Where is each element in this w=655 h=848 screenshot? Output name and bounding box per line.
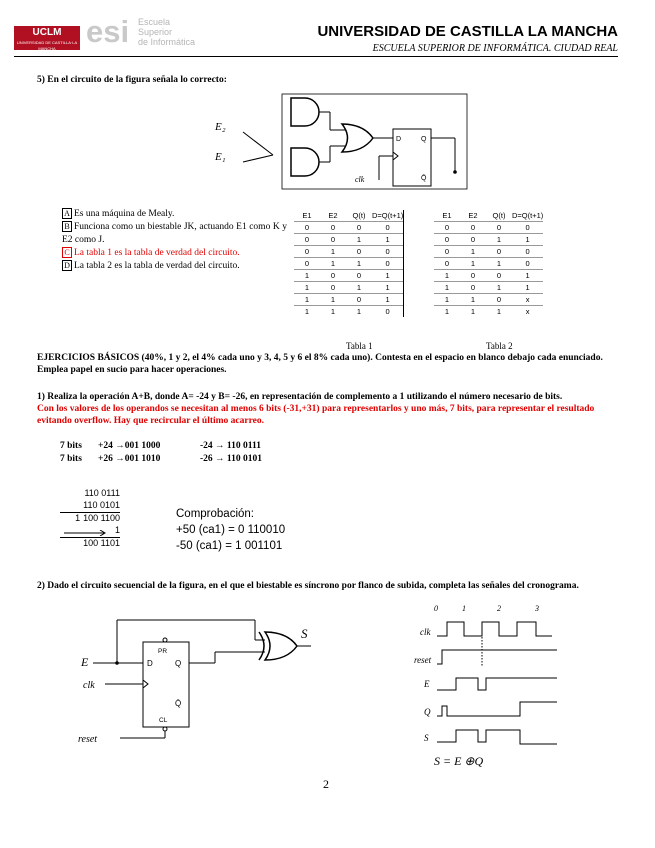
verification: Comprobación: +50 (ca1) = 0 110010 -50 (ca1) = 1 001101 [176, 508, 286, 552]
q5-label-e2: E₂ [215, 121, 226, 133]
q2-label-clk: clk [83, 680, 95, 691]
q2-ff-pr: PR [158, 648, 168, 655]
option-d[interactable]: D La tabla 2 es la tabla de verdad del circuito. [62, 260, 287, 273]
q5-options [62, 208, 287, 273]
time-label-0: 0 [434, 604, 438, 613]
q5-label-e1: E₁ [215, 151, 226, 163]
sig-s-label: S [424, 733, 429, 743]
q2-ff-q: Q [175, 659, 182, 668]
q5-ff-qbar: Q̄ [421, 175, 427, 182]
time-label-3: 3 [535, 604, 539, 613]
q5-circuit-diagram [205, 92, 475, 197]
timing-diagram [412, 602, 562, 772]
uclm-logo: UCLM UNIVERSIDAD DE CASTILLA·LA MANCHA [14, 26, 80, 50]
binary-sum: 110 0111 110 0101 1 100 1100 1 100 1101 [60, 488, 120, 550]
q2-label-s: S [301, 626, 308, 641]
q5-ff-d: D [396, 136, 402, 143]
page-number: 2 [323, 777, 329, 791]
sig-reset-label: reset [414, 655, 432, 665]
sig-clk-label: clk [420, 627, 431, 637]
table1-caption: Tabla 1 [346, 341, 373, 351]
truth-table-1: E1 E2 Q(t) D=Q(t+1) 0 0 0 0 0 0 1 1 0 1 0 0 0 1 1 0 1 0 0 1 1 0 1 1 1 1 0 1 1 1 1 0 [294, 210, 404, 317]
q5-ff-q: Q [421, 136, 427, 143]
q1-statement: 1) Realiza la operación A+B, donde A= -24 y B= -26, en representación de complemento a 1 utilizando el número necesario de bits. [37, 392, 563, 402]
university-title: UNIVERSIDAD DE CASTILLA LA MANCHA [317, 23, 618, 40]
option-b[interactable]: B Funciona como un biestable JK, actuando E1 como K y E2 como J. [62, 222, 287, 245]
conv-row-1: 7 bits +24 →001 1000 -24 → 110 0111 [60, 441, 261, 451]
time-label-1: 1 [462, 604, 466, 613]
q2-label-reset: reset [78, 734, 98, 745]
header-divider [14, 56, 618, 57]
sig-e-label: E [424, 679, 430, 689]
q2-circuit-diagram [75, 612, 315, 747]
time-label-2: 2 [497, 604, 501, 613]
option-c[interactable]: C La tabla 1 es la tabla de verdad del circuito. [62, 247, 287, 260]
q5-title: 5) En el circuito de la figura señala lo correcto: [37, 75, 227, 85]
q2-ff-cl: CL [159, 717, 168, 724]
q2-ff-d: D [147, 659, 153, 668]
q2-label-e: E [81, 655, 89, 669]
conv-row-2: 7 bits +26 →001 1010 -26 → 110 0101 [60, 454, 263, 464]
esi-logo-text: Escuela Superior de Informática [138, 17, 196, 47]
table2-caption: Tabla 2 [486, 341, 513, 351]
esi-logo: esi [86, 14, 130, 49]
option-a[interactable]: A Es una máquina de Mealy. [62, 208, 287, 221]
q5-label-clk: clk [355, 175, 365, 184]
school-subtitle: ESCUELA SUPERIOR DE INFORMÁTICA. CIUDAD REAL [372, 43, 618, 54]
q1-answer: Con los valores de los operandos se necesitan al menos 6 bits (-31,+31) para representarlos y uno más, 7 bits, para representar el resultado evitando overflow. Hay que recircular el último acarreo. [37, 404, 595, 426]
q2-statement: 2) Dado el circuito secuencial de la figura, en el que el biestable es síncrono por flanco de subida, completa las señales del cronograma. [37, 581, 579, 591]
truth-table-2: E1 E2 Q(t) D=Q(t+1) 0 0 0 0 0 0 1 1 0 1 0 0 0 1 1 0 1 0 0 1 1 0 1 1 1 1 0 x 1 1 1 x [434, 210, 543, 317]
sig-q-label: Q [424, 707, 431, 717]
basic-exercises-heading: EJERCICIOS BÁSICOS (40%, 1 y 2, el 4% cada uno y 3, 4, 5 y 6 el 8% cada uno). Contesta en el espacio en blanco debajo cada enunciado. Emplea papel en sucio para hacer operaciones. [37, 353, 603, 375]
q2-ff-qbar: Q̄ [175, 699, 182, 708]
xor-equation: S = E ⊕Q [434, 754, 484, 768]
carry-arrow [64, 530, 108, 536]
